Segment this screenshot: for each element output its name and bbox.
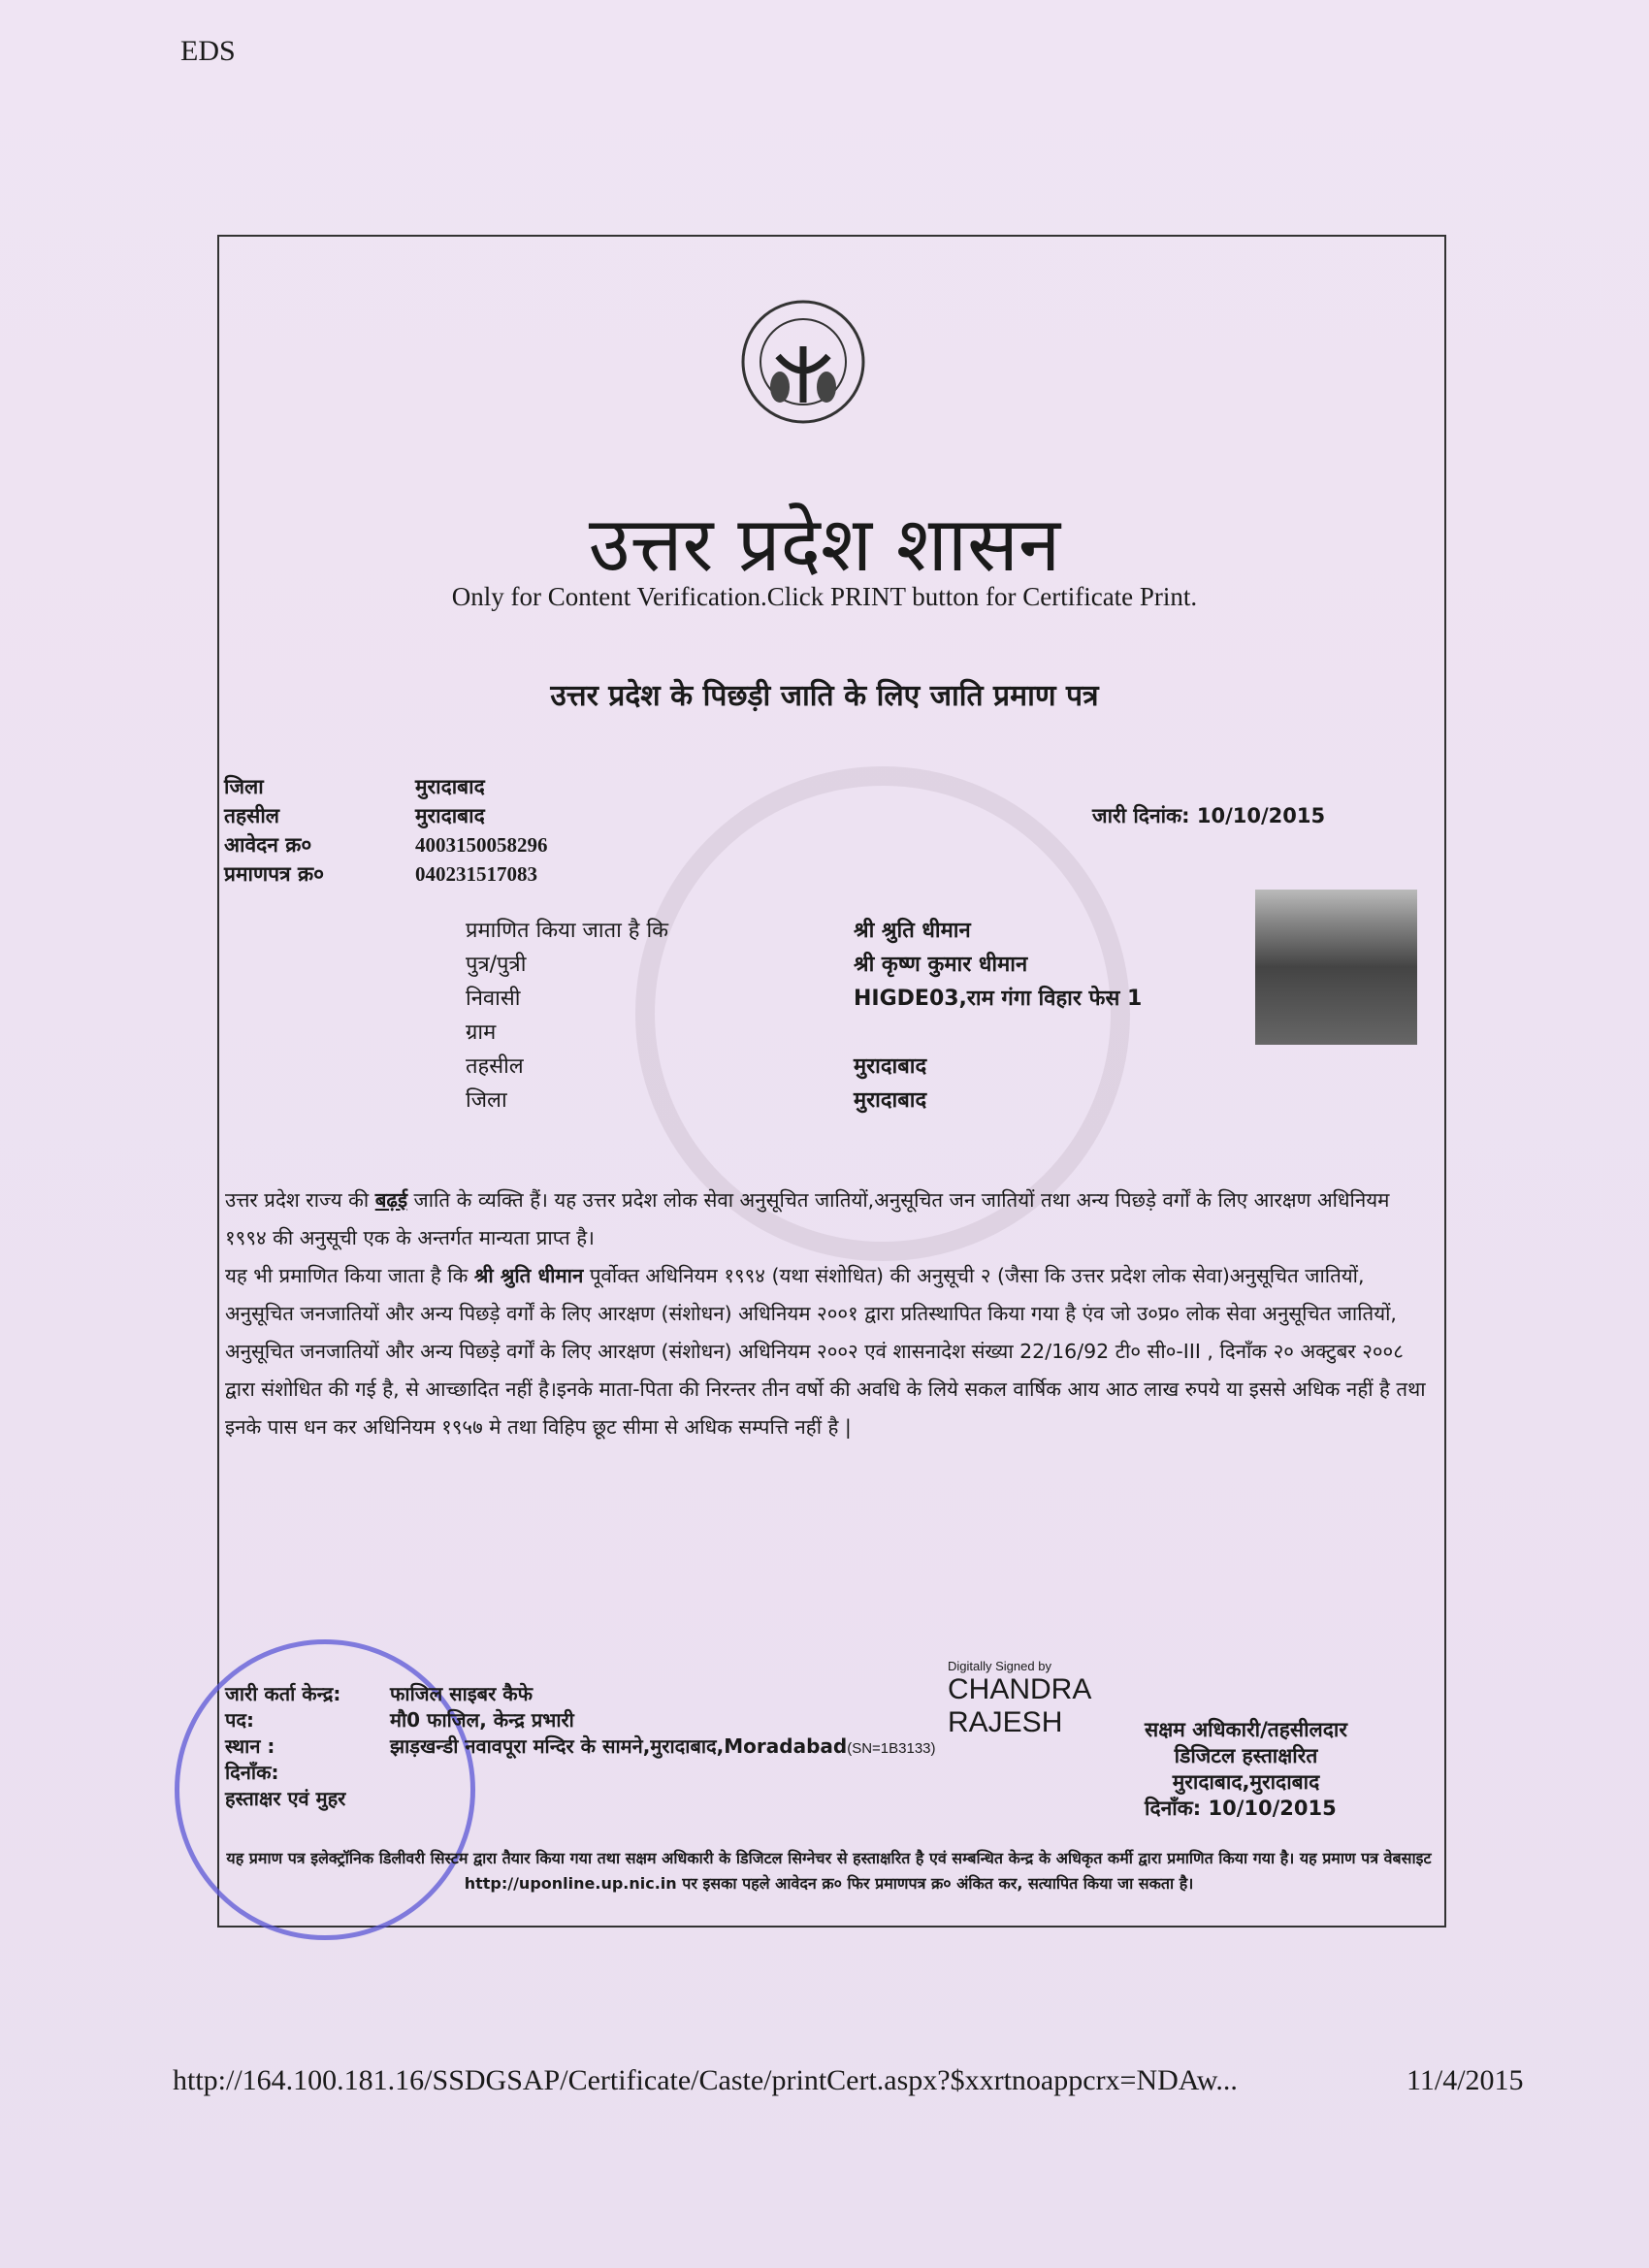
authority-line: मुरादाबाद,मुरादाबाद: [1172, 1770, 1320, 1794]
detail-value: श्री कृष्ण कुमार धीमान: [854, 953, 1028, 977]
detail-value: [854, 1016, 1142, 1050]
page-title: उत्तर प्रदेश शासन: [588, 502, 1061, 589]
detail-value: मुरादाबाद: [854, 1088, 927, 1113]
certificate-heading: उत्तर प्रदेश के पिछड़ी जाति के लिए जाति प्रमाण पत्र: [550, 679, 1099, 713]
field-value: 040231517083: [415, 862, 537, 886]
field-label: तहसील: [224, 804, 279, 827]
authority-title: सक्षम अधिकारी/तहसीलदार: [1145, 1718, 1347, 1741]
field-label: आवेदन क्र०: [224, 833, 312, 857]
issuer-label: जारी कर्ता केन्द्र:: [225, 1682, 341, 1705]
field-label: प्रमाणपत्र क्र०: [224, 862, 325, 886]
authority-date: दिनाँक: 10/10/2015: [1145, 1797, 1337, 1820]
footer-note: यह प्रमाण पत्र इलेक्ट्रॉनिक डिलीवरी सिस्टम द्वारा तैयार किया गया तथा सक्षम अधिकारी के डिजिटल सिग्नेचर से हस्ताक्षरित है एवं सम्बन्धित केन्द्र के अधिकृत कर्मी द्वारा प्रमाणित किया गया है। यह प्रमाण पत्र वेबसाइट http://uponline.up.nic.in पर इसका पहले आवेदन क्र० फिर प्रमाणपत्र क्र० अंकित कर, सत्यापित किया जा सकता है।: [226, 1849, 1432, 1893]
digital-signature: [948, 1659, 1091, 1739]
body-text: जाति के व्यक्ति हैं। यह उत्तर प्रदेश लोक सेवा अनुसूचित जातियों,अनुसूचित जन जातियों तथा अन्य पिछड़े वर्गों के लिए आरक्षण अधिनियम १९९४ की अनुसूची एक के अन्तर्गत मान्यता प्राप्त है।: [225, 1188, 1390, 1249]
detail-labels: [466, 914, 668, 1118]
body-text: यह भी प्रमाणित किया जाता है कि: [225, 1264, 474, 1287]
signature-serial: (SN=1B3133): [847, 1740, 936, 1757]
issuer-value: फाजिल साइबर कैफे: [390, 1682, 534, 1705]
issuer-values: [390, 1681, 936, 1762]
field-labels: [224, 772, 324, 889]
detail-label: ग्राम: [466, 1021, 497, 1045]
detail-values: [854, 914, 1142, 1118]
caste-name: बढ़ई: [374, 1188, 408, 1212]
certificate-body: [225, 1182, 1433, 1446]
issuer-value: मौ0 फाजिल, केन्द्र प्रभारी: [390, 1708, 574, 1732]
detail-label: जिला: [466, 1088, 507, 1113]
field-values: [415, 772, 548, 889]
detail-label: प्रमाणित किया जाता है कि: [466, 919, 669, 943]
eds-mark: EDS: [180, 35, 236, 67]
field-value: मुरादाबाद: [415, 804, 485, 827]
issuer-address: झाड़खन्डी नवावपूरा मन्दिर के सामने,मुरादाबाद,Moradabad: [390, 1734, 848, 1758]
issue-date: जारी दिनांक: 10/10/2015: [1092, 804, 1326, 827]
print-url: http://164.100.181.16/SSDGSAP/Certificate/Caste/printCert.aspx?$xxrtnoappcrx=NDAw...: [173, 2064, 1238, 2096]
field-value: 4003150058296: [415, 833, 548, 857]
detail-value: मुरादाबाद: [854, 1054, 927, 1079]
issuer-label: हस्ताक्षर एवं मुहर: [225, 1787, 346, 1810]
authority-block: [1145, 1717, 1347, 1822]
applicant-photo: [1255, 890, 1417, 1045]
verification-note: Only for Content Verification.Click PRINT button for Certificate Print.: [451, 582, 1198, 611]
issuer-label: पद:: [225, 1708, 254, 1732]
up-government-emblem: [739, 298, 867, 426]
detail-label: पुत्र/पुत्री: [466, 953, 527, 977]
issuer-labels: [225, 1681, 345, 1812]
signature-caption: Digitally Signed by: [948, 1659, 1051, 1673]
body-text: उत्तर प्रदेश राज्य की: [225, 1188, 375, 1212]
issuer-value: [390, 1733, 936, 1762]
issuer-label: स्थान :: [225, 1734, 275, 1758]
issuer-label: दिनाँक:: [225, 1761, 279, 1784]
applicant-name: श्री श्रुति धीमान: [473, 1264, 584, 1287]
detail-value: HIGDE03,राम गंगा विहार फेस 1: [854, 987, 1143, 1011]
authority-line: डिजिटल हस्ताक्षरित: [1174, 1744, 1318, 1767]
signer-name: CHANDRA: [948, 1673, 1092, 1705]
print-date: 11/4/2015: [1406, 2064, 1524, 2096]
field-value: मुरादाबाद: [415, 775, 485, 798]
field-label: जिला: [224, 775, 264, 798]
detail-label: निवासी: [466, 987, 521, 1011]
body-text: पूर्वोक्त अधिनियम १९९४ (यथा संशोधित) की अनुसूची २ (जैसा कि उत्तर प्रदेश लोक सेवा)अनुसूचित जातियों, अनुसूचित जनजातियों और अन्य पिछड़े वर्गों के लिए आरक्षण (संशोधन) अधिनियम २००१ द्वारा प्रतिस्थापित किया गया है एंव जो उ०प्र० लोक सेवा अनुसूचित जातियों, अनुसूचित जनजातियों और अन्य पिछड़े वर्गों के लिए आरक्षण (संशोधन) अधिनियम २००२ एवं शासनादेश संख्या 22/16/92 टी० सी०-III , दिनाँक २० अक्टुबर २००८ द्वारा संशोधित की गई है, से आच्छादित नहीं है।इनके माता-पिता की निरन्तर तीन वर्षो की अवधि के लिये सकल वार्षिक आय आठ लाख रुपये या इससे अधिक नहीं है तथा इनके पास धन कर अधिनियम १९५७ मे तथा विहिप छूट सीमा से अधिक सम्पत्ति नहीं है |: [225, 1264, 1426, 1439]
detail-label: तहसील: [466, 1054, 524, 1079]
detail-value: श्री श्रुति धीमान: [854, 919, 971, 943]
signer-name: RAJESH: [948, 1706, 1063, 1738]
